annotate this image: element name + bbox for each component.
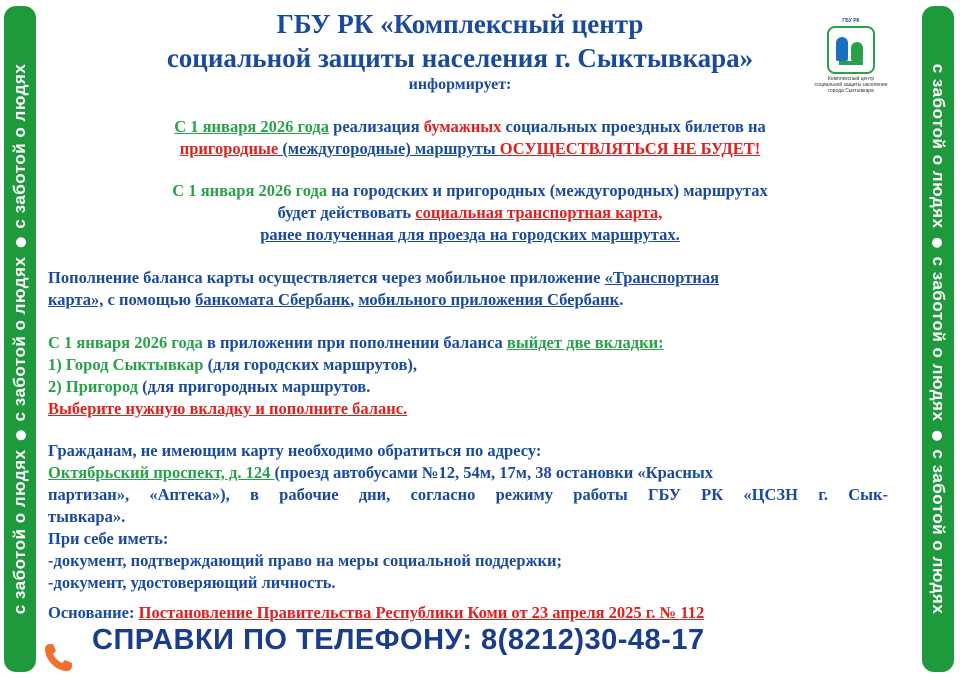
text-fragment: на городских и пригородных (междугородных) маршрутах	[327, 181, 768, 200]
text-fragment: Пополнение баланса карты осуществляется через мобильное приложение	[48, 268, 605, 287]
paragraph4-line2	[48, 354, 417, 376]
side-slogan: с заботой о людях	[10, 256, 29, 422]
text-fragment: (для пригородных маршрутов.	[138, 377, 371, 396]
text-fragment: с помощью	[103, 290, 196, 309]
right-side-band-text	[928, 64, 948, 615]
basis-label: Основание:	[48, 603, 139, 622]
logo-caption-line2: социальной защиты населения	[814, 82, 888, 88]
dot-icon	[16, 238, 26, 248]
paragraph5-line7: -документ, удостоверяющий личность.	[48, 573, 336, 592]
logo-caption-line3: города Сыктывкара	[828, 88, 874, 94]
logo-emblem-icon	[827, 26, 875, 74]
text-fragment: маршруты	[414, 139, 500, 158]
paragraph4-line3	[48, 376, 370, 398]
suburb-tab-name: 2) Пригород	[48, 377, 139, 396]
header-title-line1: ГБУ РК «Комплексный центр	[276, 9, 644, 39]
header-informs: информирует:	[408, 76, 512, 93]
dot-icon	[932, 238, 942, 248]
phone-icon	[42, 640, 76, 674]
paragraph3-line2	[48, 289, 623, 311]
paragraph4-line4: Выберите нужную вкладку и пополните баланс.	[48, 399, 408, 418]
logo-caption-line1: Комплексный центр	[827, 76, 875, 82]
date-phrase: С 1 января 2026 года	[48, 333, 203, 352]
text-fragment: будет действовать	[277, 203, 416, 222]
city-tab-name: 1) Город Сыктывкар	[48, 355, 204, 374]
paragraph4-line1	[48, 332, 664, 354]
phone-info: СПРАВКИ ПО ТЕЛЕФОНУ: 8(8212)30-48-17	[92, 624, 705, 656]
warning-text: ОСУЩЕСТВЛЯТЬСЯ НЕ БУДЕТ!	[499, 139, 761, 158]
text-fragment: (для городских маршрутов),	[203, 355, 418, 374]
paragraph5-line1: Гражданам, не имеющим карту необходимо обратиться по адресу:	[48, 441, 542, 460]
app-name-link: «Транспортная	[604, 268, 719, 287]
left-side-band	[4, 6, 36, 672]
address-phrase: Октябрьский проспект, д. 124	[48, 463, 275, 482]
left-side-band-text	[10, 64, 30, 615]
header-title-line2: социальной защиты населения г. Сыктывкара»	[166, 43, 754, 73]
dot-icon	[932, 430, 942, 440]
date-phrase: С 1 января 2026 года	[174, 117, 330, 136]
side-slogan: с заботой о людях	[10, 63, 29, 229]
paragraph5-line5: При себе иметь:	[48, 529, 169, 548]
paragraph3-line1	[48, 267, 719, 289]
suburban-word: пригородные	[179, 139, 279, 158]
basis-decree: Постановление Правительства Республики Коми от 23 апреля 2025 г. № 112	[138, 603, 705, 622]
side-slogan: с заботой о людях	[929, 63, 948, 229]
date-phrase: С 1 января 2026 года	[172, 181, 328, 200]
text-fragment: (проезд автобусами №12, 54м, 17м, 38 остановки «Красных	[274, 463, 713, 482]
organization-logo	[806, 18, 896, 94]
paragraph1-line2	[60, 138, 880, 160]
basis-line	[48, 602, 704, 624]
app-name-link: карта»,	[48, 290, 104, 309]
paragraph1-line1	[60, 116, 880, 138]
paragraph2-line3: ранее полученная для проезда на городских маршрутах.	[260, 225, 680, 244]
paragraph2-line1	[60, 180, 880, 202]
dot-icon	[16, 430, 26, 440]
two-tabs-phrase: выйдет две вкладки:	[506, 333, 664, 352]
text-fragment: .	[619, 290, 624, 309]
sberbank-app-phrase: мобильного приложения Сбербанк	[358, 290, 620, 309]
paper-word: бумажных	[423, 117, 502, 136]
logo-top-text: ГБУ РК	[842, 18, 860, 24]
text-fragment: в приложении при пополнении баланса	[202, 333, 507, 352]
text-fragment: ,	[350, 290, 359, 309]
transport-card-phrase: социальная транспортная карта,	[415, 203, 663, 222]
paragraph5-line4: тывкара».	[48, 507, 126, 526]
text-fragment: реализация	[329, 117, 424, 136]
atm-phrase: банкомата Сбербанк	[195, 290, 351, 309]
paragraph5-line6: -документ, подтверждающий право на меры социальной поддержки;	[48, 551, 562, 570]
right-side-band	[922, 6, 954, 672]
text-fragment: социальных проездных билетов на	[501, 117, 766, 136]
text-fragment: (междугородные)	[278, 139, 415, 158]
paragraph2-line2	[60, 202, 880, 224]
paragraph5-line3: партизан», «Аптека»), в рабочие дни, согласно режиму работы ГБУ РК «ЦСЗН г. Сык-	[48, 485, 888, 504]
side-slogan: с заботой о людях	[929, 256, 948, 422]
paragraph5-line2	[48, 462, 713, 484]
side-slogan: с заботой о людях	[929, 449, 948, 615]
side-slogan: с заботой о людях	[10, 449, 29, 615]
